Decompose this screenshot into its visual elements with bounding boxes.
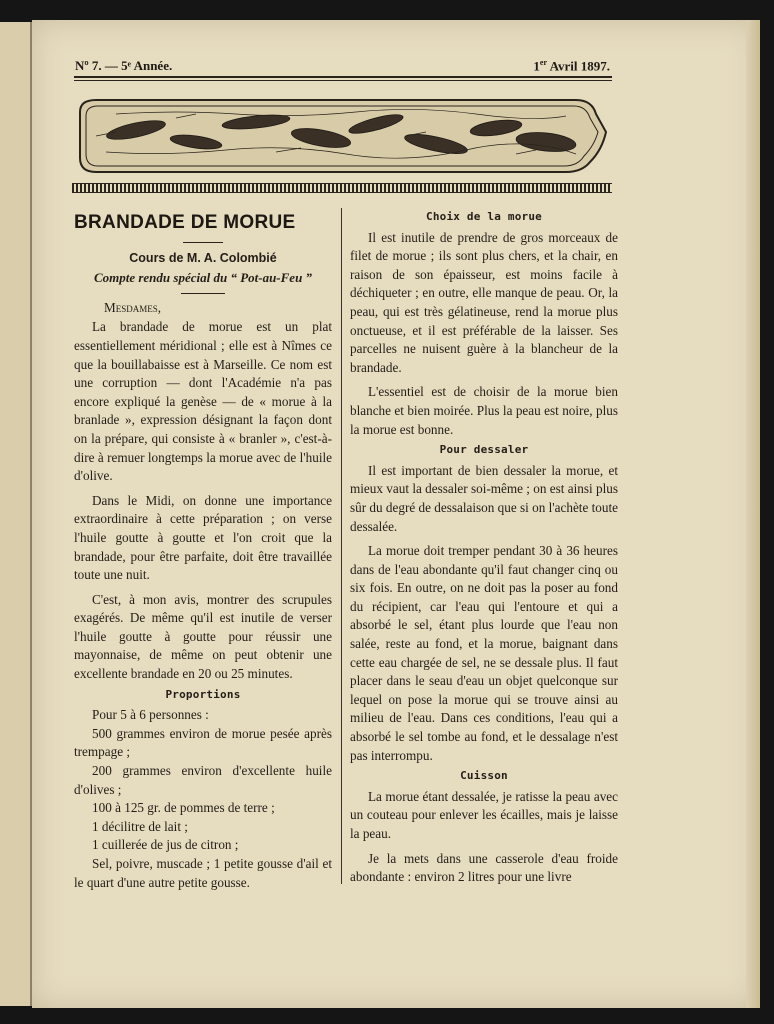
issue-date (533, 58, 610, 74)
title-rule (183, 242, 223, 243)
section-heading-dessaler: Pour dessaler (439, 443, 529, 457)
list-item: 1 cuillerée de jus de citron ; (92, 837, 239, 853)
section-heading-proportions: Proportions (165, 687, 241, 701)
list-item: 100 à 125 gr. de pommes de terre ; (92, 800, 275, 816)
header-rule (74, 76, 612, 78)
paragraph: La morue doit tremper pendant 30 à 36 heures dans de l'eau abondante qu'il faut changer cinq ou six fois. En outre, on ne doit pas la poser au fond du récipient, car l'eau qui l'entoure et qui a absorbé le sel, étant plus lourde que l'eau non salée, reste au fond, et la morue, baignant dans cette eau chargée de sel, ne se dessale plus. Il faut placer dans le seau d'eau un objet quelconque sur lequel on pose la morue qui se trouve ainsi au milieu de l'eau. Dans ces conditions, l'eau qui a absorbé le sel tombe au fond, et le dessalage n'est pas interrompu. (350, 543, 618, 763)
date-day: 1 (533, 58, 540, 74)
left-column (74, 210, 332, 892)
paragraph: La morue étant dessalée, je ratisse la peau avec un couteau pour enlever les écailles, mais je laisse la peau. (350, 788, 618, 841)
ornamental-divider (72, 183, 612, 193)
paragraph: L'essentiel est de choisir de la morue bien blanche et bien moirée. Plus la peau est noire, plus la morue est bonne. (350, 384, 618, 437)
banner-illustration (76, 92, 610, 178)
list-item: 1 décilitre de lait ; (92, 818, 188, 834)
paragraph: La brandade de morue est un plat essentiellement méridional ; elle est à Nîmes ce que la bouillabaisse est à Marseille. Ce nom est une corruption — dont l'Académie n'a pas encore expliqué la genèse — de « morue à la branlade », expression désignant la façon dont on la prépare, qui consiste à « branler », c'est-à-dire à remuer longtemps la morue avec de l'huile d'olive. (74, 319, 332, 484)
header-rule-thin (74, 80, 612, 81)
course-byline: Cours de M. A. Colombié (129, 250, 277, 265)
page-header (75, 58, 610, 76)
column-divider (341, 208, 342, 884)
facing-page-edge (0, 22, 32, 1006)
article-title: BRANDADE DE MORUE (74, 212, 296, 233)
right-column (350, 206, 618, 887)
list-item: Pour 5 à 6 personnes : (92, 707, 209, 723)
paragraph: Je la mets dans une casserole d'eau froide abondante : environ 2 litres pour une livre (350, 850, 618, 885)
list-item: 200 grammes environ d'excellente huile d'olives ; (74, 763, 332, 797)
list-item: Sel, poivre, muscade ; 1 petite gousse d'ail et le quart d'une autre petite gousse. (74, 856, 332, 890)
section-heading-cuisson: Cuisson (460, 769, 508, 783)
paragraph: Il est important de bien dessaler la morue, et mieux vaut la dessaler soi-même ; on est ainsi plus sûr du degré de dessalaison que si on l'achète toute dessalée. (350, 462, 618, 534)
issue-number: Nº 7. — 5ᵉ Année. (75, 58, 173, 73)
page-edge-shadow (746, 20, 760, 1008)
date-rest: Avril 1897. (549, 58, 610, 74)
paragraph: Il est inutile de prendre de gros morceaux de filet de morue ; ils sont plus chers, et la chair, en raison de son épaisseur, est moins facile à déchiqueter ; en outre, elle manque de peau. Or, la peau, qui est très gélatineuse, rend la morue plus onctueuse, et il est préférable de la laisser. Ses parcelles ne nuisent guère à la blancheur de la brandade. (350, 229, 618, 375)
fish-engraving-banner-icon (76, 92, 610, 178)
paragraph: Dans le Midi, on donne une importance extraordinaire à cette préparation ; on verse l'huile goutte à goutte et l'on croit que la brandade, pour être parfaite, doit être travaillée toute une nuit. (74, 492, 332, 583)
article-subtitle: Compte rendu spécial du “ Pot-au-Feu ” (93, 270, 313, 286)
list-item: 500 grammes environ de morue pesée après trempage ; (74, 725, 332, 760)
subtitle-rule (181, 293, 225, 294)
date-superscript: er (539, 58, 548, 67)
paragraph: C'est, à mon avis, montrer des scrupules exagérés. De même qu'il est inutile de verser l'huile goutte à goutte pour réussir une mayonnaise, de même on peut obtenir une excellente brandade en 20 ou 25 minutes. (74, 591, 332, 682)
section-heading-choix: Choix de la morue (426, 210, 542, 223)
salutation: Mesdames, (104, 299, 162, 315)
